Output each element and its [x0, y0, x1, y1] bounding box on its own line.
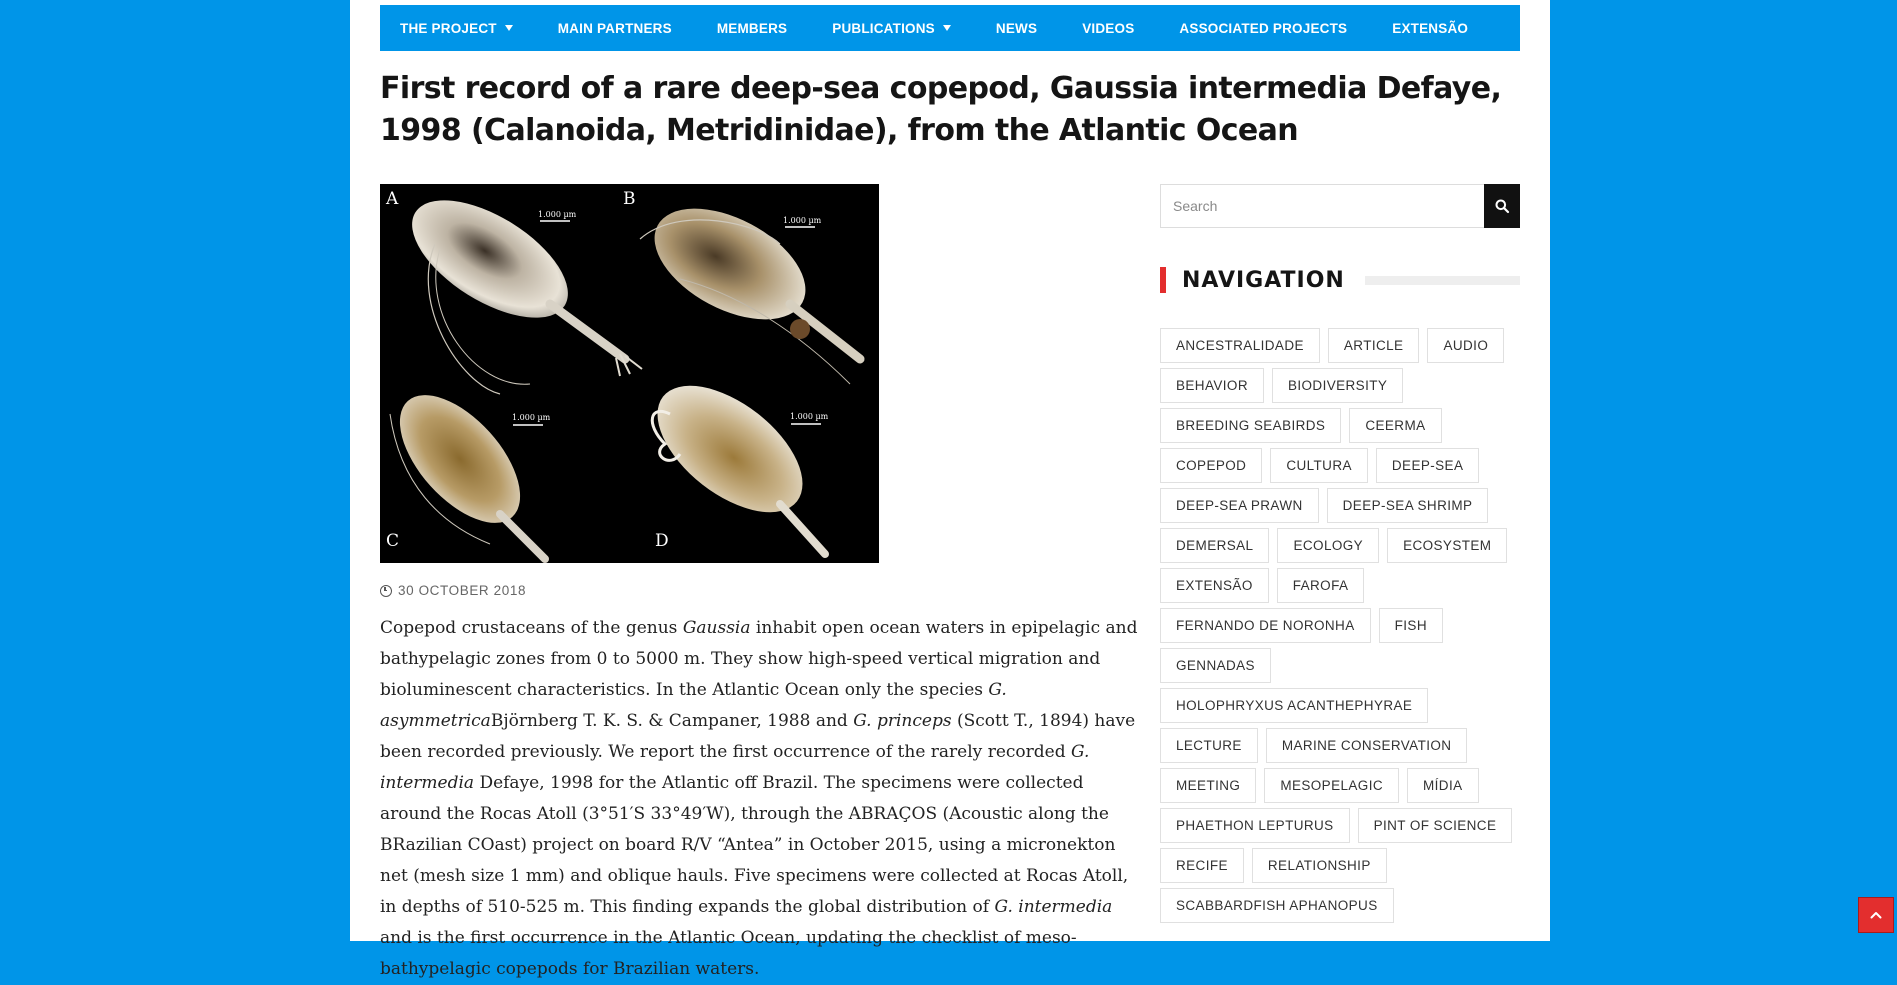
- nav-item-label: EXTENSÃO: [1392, 20, 1469, 36]
- tag-meeting[interactable]: MEETING: [1160, 768, 1256, 803]
- tag-ecology[interactable]: ECOLOGY: [1277, 528, 1379, 563]
- tag-copepod[interactable]: COPEPOD: [1160, 448, 1262, 483]
- title-accent-bar: [1160, 267, 1166, 293]
- scale-bar-label: 1.000 µm: [790, 412, 829, 421]
- text-run: (Scott T., 1894) have been recorded previously. We report the first occurrence of the rarely recorded: [380, 711, 1136, 762]
- tag-m-dia[interactable]: MÍDIA: [1407, 768, 1479, 803]
- nav-item-label: VIDEOS: [1082, 20, 1135, 36]
- search-input[interactable]: [1160, 184, 1484, 228]
- text-run: Copepod crustaceans of the genus: [380, 618, 683, 638]
- species-name: G. asymmetrica: [380, 680, 1007, 731]
- nav-item-label: NEWS: [995, 20, 1038, 36]
- scale-bar-label: 1.000 µm: [783, 216, 822, 225]
- tag-deep-sea-prawn[interactable]: DEEP-SEA PRAWN: [1160, 488, 1319, 523]
- tag-cultura[interactable]: CULTURA: [1270, 448, 1368, 483]
- panel-label: D: [655, 531, 669, 551]
- tag-ancestralidade[interactable]: ANCESTRALIDADE: [1160, 328, 1320, 363]
- nav-item-label: MAIN PARTNERS: [557, 20, 672, 36]
- tag-fernando-de-noronha[interactable]: FERNANDO DE NORONHA: [1160, 608, 1371, 643]
- nav-item-news[interactable]: [996, 21, 1037, 36]
- nav-item-label: ASSOCIATED PROJECTS: [1179, 20, 1348, 36]
- text-run: inhabit open ocean waters in epipelagic and bathypelagic zones from 0 to 5000 m. They show high-speed vertical migration and bioluminescent characteristics. In the Atlantic Ocean only the species: [380, 618, 1138, 700]
- main-navbar: [380, 5, 1520, 51]
- tag-deep-sea[interactable]: DEEP-SEA: [1376, 448, 1479, 483]
- scale-bar-label: 1.000 µm: [512, 413, 551, 422]
- tag-behavior[interactable]: BEHAVIOR: [1160, 368, 1264, 403]
- caret-down-icon: [943, 25, 951, 31]
- tag-article[interactable]: ARTICLE: [1328, 328, 1420, 363]
- nav-item-publications[interactable]: [832, 21, 951, 36]
- tag-deep-sea-shrimp[interactable]: DEEP-SEA SHRIMP: [1327, 488, 1489, 523]
- navigation-heading: NAVIGATION: [1182, 267, 1345, 293]
- nav-item-members[interactable]: [717, 21, 787, 36]
- nav-item-label: MEMBERS: [716, 20, 788, 36]
- post-date: [380, 583, 526, 598]
- search-button[interactable]: [1484, 184, 1520, 228]
- tag-fish[interactable]: FISH: [1379, 608, 1443, 643]
- tag-scabbardfish-aphanopus[interactable]: SCABBARDFISH APHANOPUS: [1160, 888, 1394, 923]
- caret-down-icon: [505, 25, 513, 31]
- text-run: and is the first occurrence in the Atlantic Ocean, updating the checklist of meso-bathypelagic copepods for Brazilian waters.: [380, 928, 1077, 979]
- tag-ceerma[interactable]: CEERMA: [1349, 408, 1441, 443]
- tag-ecosystem[interactable]: ECOSYSTEM: [1387, 528, 1507, 563]
- tag-gennadas[interactable]: GENNADAS: [1160, 648, 1271, 683]
- nav-item-extens-o[interactable]: [1392, 21, 1468, 36]
- search-icon: [1495, 199, 1509, 213]
- post-date-text: 30 OCTOBER 2018: [398, 583, 527, 598]
- species-name: Gaussia: [682, 618, 751, 638]
- panel-label: C: [386, 531, 400, 551]
- tag-breeding-seabirds[interactable]: BREEDING SEABIRDS: [1160, 408, 1341, 443]
- tag-demersal[interactable]: DEMERSAL: [1160, 528, 1269, 563]
- tag-biodiversity[interactable]: BIODIVERSITY: [1272, 368, 1403, 403]
- chevron-up-icon: [1869, 908, 1883, 922]
- page-container: [350, 0, 1550, 979]
- nav-item-the-project[interactable]: [400, 21, 513, 36]
- tag-cloud: [1160, 328, 1515, 923]
- tag-audio[interactable]: AUDIO: [1427, 328, 1504, 363]
- copepod-specimen-figure: [380, 184, 879, 563]
- nav-item-label: THE PROJECT: [400, 20, 497, 36]
- navigation-widget-title: [1160, 265, 1520, 295]
- species-name: G. princeps: [853, 711, 952, 731]
- tag-phaethon-lepturus[interactable]: PHAETHON LEPTURUS: [1160, 808, 1350, 843]
- text-run: Björnberg T. K. S. & Campaner, 1988 and: [490, 711, 854, 731]
- tag-farofa[interactable]: FAROFA: [1277, 568, 1365, 603]
- nav-item-main-partners[interactable]: [558, 21, 672, 36]
- sidebar-search: [1160, 184, 1520, 228]
- tag-marine-conservation[interactable]: MARINE CONSERVATION: [1266, 728, 1468, 763]
- nav-item-label: PUBLICATIONS: [832, 20, 935, 36]
- species-name: G. intermedia: [994, 897, 1113, 917]
- scroll-to-top-button[interactable]: [1858, 897, 1894, 933]
- species-name: G. intermedia: [380, 742, 1090, 793]
- article-paragraph: [380, 613, 1140, 985]
- tag-pint-of-science[interactable]: PINT OF SCIENCE: [1358, 808, 1513, 843]
- post-title: First record of a rare deep-sea copepod, Gaussia intermedia Defaye, 1998 (Calanoida, Metridinidae), from the Atlantic Ocean: [380, 71, 1502, 148]
- tag-relationship[interactable]: RELATIONSHIP: [1252, 848, 1387, 883]
- text-run: Defaye, 1998 for the Atlantic off Brazil. The specimens were collected around the Rocas Atoll (3°51′S 33°49′W), through the ABRAÇOS (Acoustic along the BRazilian COast) project on board R/V “Antea” in October 2015, using a micronekton net (mesh size 1 mm) and oblique hauls. Five specimens were collected at Rocas Atoll, in depths of 510-525 m. This finding expands the global distribution of: [380, 773, 1129, 917]
- title-divider: [1365, 276, 1520, 285]
- tag-extens-o[interactable]: EXTENSÃO: [1160, 568, 1269, 603]
- panel-label: B: [623, 189, 636, 209]
- panel-label: A: [386, 189, 399, 209]
- scale-bar-label: 1.000 µm: [538, 210, 577, 219]
- tag-mesopelagic[interactable]: MESOPELAGIC: [1264, 768, 1399, 803]
- nav-item-associated-projects[interactable]: [1179, 21, 1347, 36]
- nav-item-videos[interactable]: [1082, 21, 1134, 36]
- article-body: [380, 613, 1140, 985]
- tag-holophryxus-acanthephyrae[interactable]: HOLOPHRYXUS ACANTHEPHYRAE: [1160, 688, 1428, 723]
- tag-lecture[interactable]: LECTURE: [1160, 728, 1258, 763]
- clock-icon: [380, 585, 392, 597]
- tag-recife[interactable]: RECIFE: [1160, 848, 1244, 883]
